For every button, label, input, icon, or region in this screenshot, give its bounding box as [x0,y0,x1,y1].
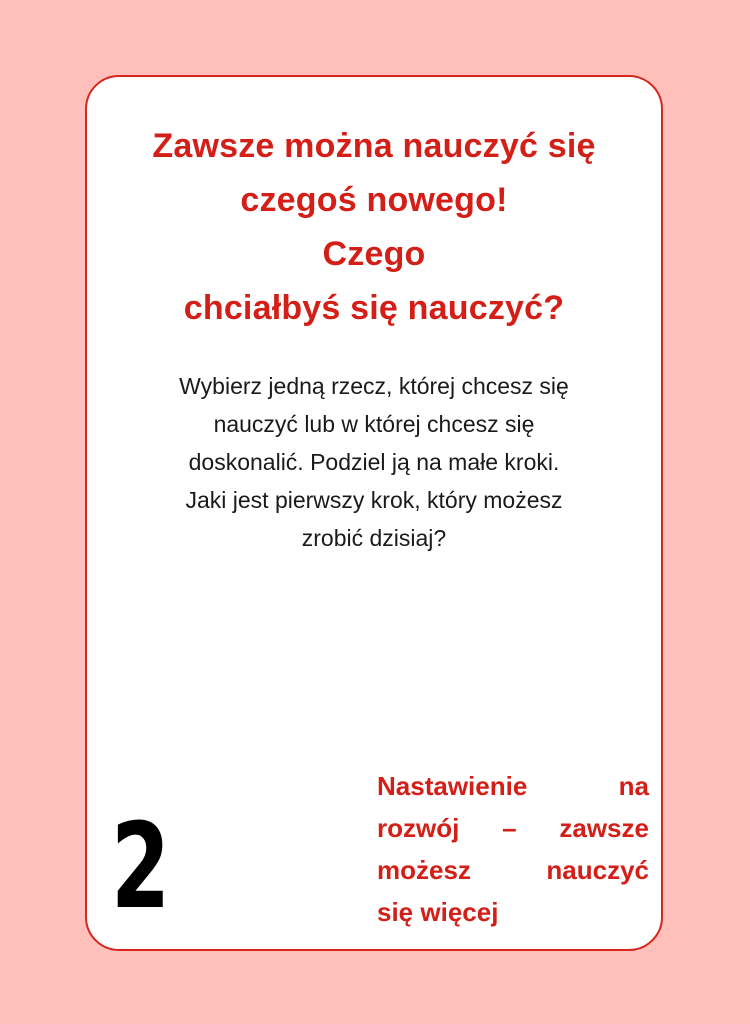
title-line-2: czegoś nowego! [240,181,508,219]
footer-word: zawsze [559,813,649,843]
card-number: 2 [111,797,171,935]
footer-line-2 [377,807,649,849]
card-body [107,367,641,557]
body-line-5: zrobić dzisiaj? [301,525,447,551]
footer-word: się więcej [377,897,499,927]
footer-word: – [502,813,517,843]
body-line-1: Wybierz jedną rzecz, której chcesz się [179,373,569,399]
body-line-3: doskonalić. Podziel ją na małe kroki. [188,449,560,475]
title-line-1: Zawsze można nauczyć się [152,127,596,165]
prompt-card [85,75,663,951]
footer-word: rozwój [377,813,460,843]
footer-word: Nastawienie [377,771,528,801]
title-line-4: chciałbyś się nauczyć? [183,289,565,327]
footer-line-4 [377,891,649,933]
footer-word: na [618,771,649,801]
footer-word: możesz [377,855,471,885]
footer-word: nauczyć [546,855,649,885]
card-title [87,119,661,335]
title-line-3: Czego [322,235,426,273]
body-line-4: Jaki jest pierwszy krok, który możesz [185,487,563,513]
card-footer [377,765,649,933]
footer-line-3 [377,849,649,891]
body-line-2: nauczyć lub w której chcesz się [213,411,535,437]
footer-line-1 [377,765,649,807]
